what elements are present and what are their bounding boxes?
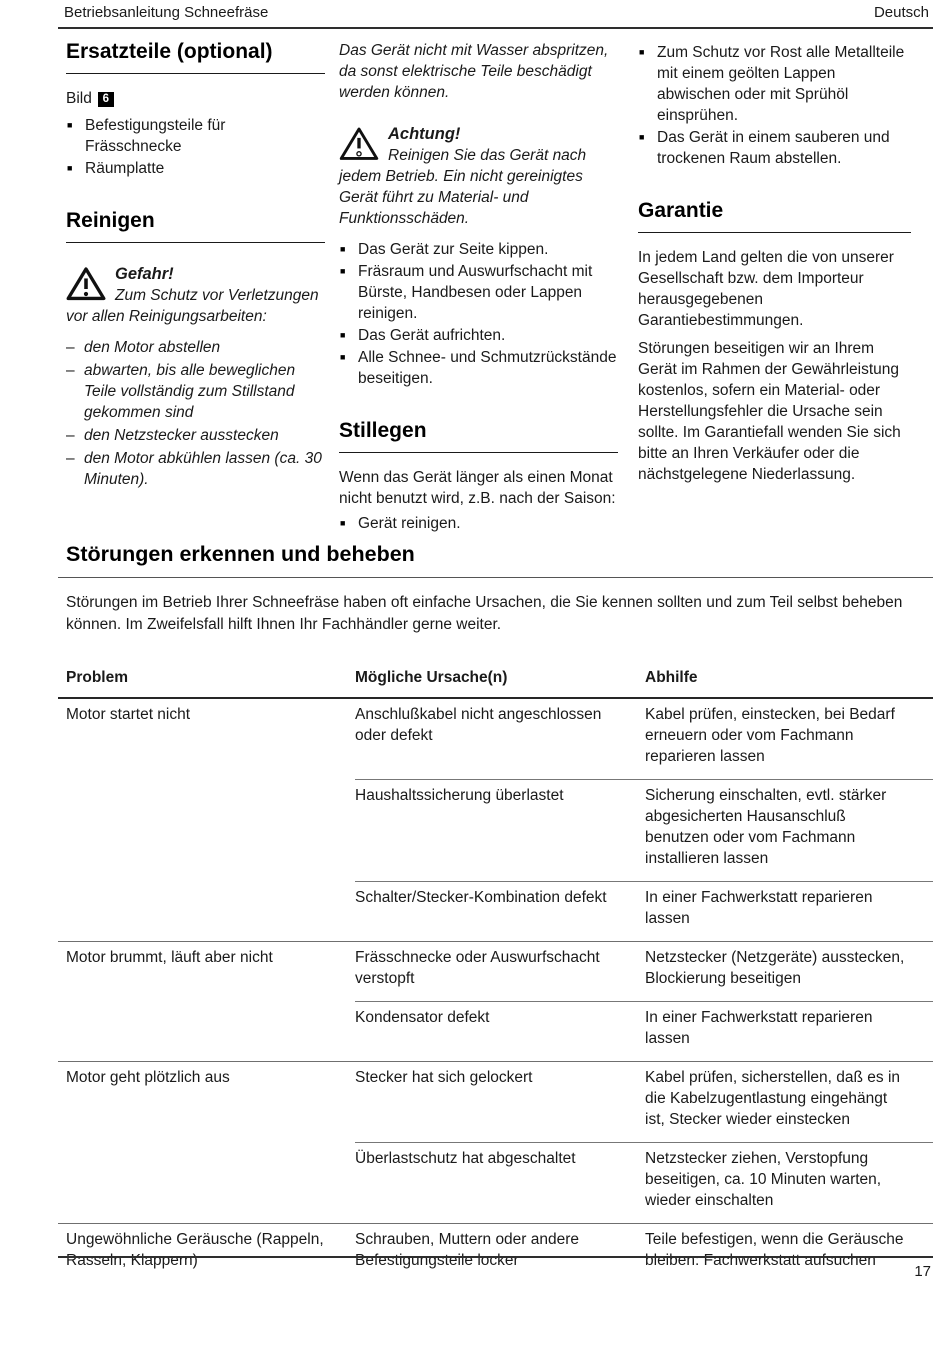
list-item-text: Das Gerät in einem sauberen und trockenen Raum abstellen.	[657, 129, 890, 167]
bullet-square-icon: ■	[340, 244, 346, 254]
list-item-text: Das Gerät zur Seite kippen.	[358, 241, 549, 258]
column-header-cause: Mögliche Ursache(n)	[355, 662, 645, 699]
page-header	[58, 4, 933, 29]
dash-item	[66, 337, 325, 358]
storage-steps-list-continued	[638, 42, 911, 169]
warning-triangle-icon	[339, 126, 379, 162]
list-item	[66, 115, 325, 157]
dash-marker: –	[66, 362, 75, 379]
dash-item	[66, 425, 325, 446]
warning-triangle-icon	[66, 266, 106, 302]
spare-parts-list	[66, 115, 325, 179]
remedy-cell: In einer Fachwerkstatt reparieren lassen	[645, 881, 933, 941]
cause-cell: Kondensator defekt	[355, 1001, 645, 1061]
heading-warranty: Garantie	[638, 199, 911, 233]
cleaning-steps-list	[339, 239, 618, 389]
remedy-cell: In einer Fachwerkstatt reparieren lassen	[645, 1001, 933, 1061]
column-header-problem: Problem	[58, 662, 355, 699]
cause-cell: Überlastschutz hat abgeschaltet	[355, 1142, 645, 1223]
heading-storage: Stillegen	[339, 419, 618, 453]
danger-notice	[66, 263, 325, 327]
dash-item-text: abwarten, bis alle beweglichen Teile vollständig zum Stillstand gekommen sind	[84, 362, 296, 421]
dash-item-text: den Motor abkühlen lassen (ca. 30 Minuten).	[84, 450, 322, 488]
list-item-text: Befestigungsteile für Frässchnecke	[85, 117, 226, 155]
cause-cell: Schrauben, Muttern oder andere Befestigungsteile locker	[355, 1223, 645, 1283]
warranty-paragraph-2: Störungen beseitigen wir an Ihrem Gerät im Rahmen der Gewährleistung kostenlos, sofern ein Material- oder Herstellungsfehler die Ursache sein sollte. Im Garantiefall wenden Sie sich bitte an Ihren Verkäufer oder die nächstgelegene Niederlassung.	[638, 340, 901, 483]
bullet-square-icon: ■	[67, 163, 73, 173]
list-item	[638, 42, 911, 126]
list-item-text: Das Gerät aufrichten.	[358, 327, 506, 344]
bullet-square-icon: ■	[639, 132, 645, 142]
caution-title: Achtung!	[388, 125, 461, 143]
danger-steps-list	[66, 337, 325, 490]
bullet-square-icon: ■	[639, 47, 645, 57]
caution-text: Reinigen Sie das Gerät nach jedem Betrieb. Ein nicht gereinigtes Gerät führt zu Material- und Funktionsschäden.	[339, 147, 587, 227]
heading-cleaning: Reinigen	[66, 209, 325, 243]
page-number: 17	[914, 1263, 931, 1280]
troubleshooting-table	[58, 662, 933, 1283]
list-item	[339, 239, 618, 260]
table-row	[58, 1061, 933, 1142]
problem-cell: Ungewöhnliche Geräusche (Rappeln, Rasseln, Klappern)	[58, 1223, 355, 1283]
dash-marker: –	[66, 450, 75, 467]
list-item	[638, 127, 911, 169]
storage-paragraph: Wenn das Gerät länger als einen Monat nicht benutzt wird, z.B. nach der Saison:	[339, 469, 616, 507]
bullet-square-icon: ■	[340, 330, 346, 340]
water-warning-paragraph: Das Gerät nicht mit Wasser abspritzen, da sonst elektrische Teile beschädigt werden können.	[339, 42, 609, 101]
cause-cell: Stecker hat sich gelockert	[355, 1061, 645, 1142]
list-item	[66, 158, 325, 179]
remedy-cell: Kabel prüfen, einstecken, bei Bedarf erneuern oder vom Fachmann reparieren lassen	[645, 706, 895, 765]
problem-cell: Motor brummt, läuft aber nicht	[58, 941, 355, 1001]
list-item-text: Fräsraum und Auswurfschacht mit Bürste, Handbesen oder Lappen reinigen.	[358, 263, 593, 322]
list-item	[339, 347, 618, 389]
list-item-text: Gerät reinigen.	[358, 515, 461, 532]
remedy-cell: Teile befestigen, wenn die Geräusche bleiben: Fachwerkstatt aufsuchen	[645, 1223, 933, 1283]
problem-cell: Motor geht plötzlich aus	[58, 1061, 355, 1142]
column-header-remedy: Abhilfe	[645, 662, 933, 699]
remedy-cell: Sicherung einschalten, evtl. stärker abgesicherten Hausanschluß benutzen oder vom Fachmann installieren lassen	[645, 779, 933, 881]
table-row	[58, 1142, 933, 1223]
column-right	[636, 40, 933, 538]
danger-intro: Zum Schutz vor Verletzungen vor allen Reinigungsarbeiten:	[66, 287, 319, 325]
remedy-cell: Kabel prüfen, sicherstellen, daß es in die Kabelzugentlastung eingehängt ist, Stecker wieder einstecken	[645, 1061, 933, 1142]
remedy-cell: Netzstecker ziehen, Verstopfung beseitigen, ca. 10 Minuten warten, wieder einschalten	[645, 1142, 933, 1223]
cause-cell: Haushaltssicherung überlastet	[355, 779, 645, 881]
table-row	[58, 1001, 933, 1061]
table-row	[58, 881, 933, 941]
dash-item-text: den Motor abstellen	[84, 339, 221, 356]
remedy-cell: Netzstecker (Netzgeräte) ausstecken, Blockierung beseitigen	[645, 941, 933, 1001]
warranty-paragraph-1: In jedem Land gelten die von unserer Gesellschaft bzw. dem Importeur herausgegebenen Garantiebestimmungen.	[638, 249, 894, 329]
dash-item-text: den Netzstecker ausstecken	[84, 427, 279, 444]
figure-label: Bild	[66, 90, 92, 107]
dash-item	[66, 448, 325, 490]
content-columns	[58, 40, 933, 538]
page-footer	[58, 1256, 933, 1280]
header-document-title: Betriebsanleitung Schneefräse	[64, 4, 269, 21]
heading-spare-parts: Ersatzteile (optional)	[66, 40, 325, 74]
dash-marker: –	[66, 339, 75, 356]
troubleshooting-section	[58, 542, 933, 1283]
column-middle	[339, 40, 636, 538]
danger-title: Gefahr!	[115, 265, 174, 283]
problem-cell: Motor startet nicht	[66, 706, 191, 723]
list-item-text: Alle Schnee- und Schmutzrückstände beseitigen.	[358, 349, 617, 387]
table-row	[58, 699, 933, 779]
list-item-text: Zum Schutz vor Rost alle Metallteile mit einem geölten Lappen abwischen oder mit Sprühöl einsprühen.	[657, 44, 905, 124]
troubleshooting-title: Störungen erkennen und beheben	[58, 542, 933, 578]
dash-item	[66, 360, 325, 423]
caution-notice	[339, 123, 618, 229]
figure-reference	[66, 88, 325, 109]
cause-cell: Schalter/Stecker-Kombination defekt	[355, 881, 645, 941]
dash-marker: –	[66, 427, 75, 444]
bullet-square-icon: ■	[340, 352, 346, 362]
troubleshooting-intro: Störungen im Betrieb Ihrer Schneefräse haben oft einfache Ursachen, die Sie kennen sollten und zum Teil selbst beheben können. Im Zweifelsfall hilft Ihnen Ihr Fachhändler gerne weiter.	[66, 594, 903, 633]
list-item-text: Räumplatte	[85, 160, 165, 177]
list-item	[339, 513, 618, 534]
table-row	[58, 779, 933, 881]
list-item	[339, 261, 618, 324]
column-left	[58, 40, 339, 538]
table-row	[58, 941, 933, 1001]
bullet-square-icon: ■	[340, 266, 346, 276]
cause-cell: Anschlußkabel nicht angeschlossen oder defekt	[355, 706, 602, 744]
cause-cell: Frässchnecke oder Auswurfschacht verstopft	[355, 941, 645, 1001]
list-item	[339, 325, 618, 346]
figure-number-badge: 6	[98, 92, 114, 107]
header-language-label: Deutsch	[873, 4, 929, 21]
storage-steps-list	[339, 513, 618, 534]
table-header-row	[58, 662, 933, 699]
bullet-square-icon: ■	[340, 518, 346, 528]
bullet-square-icon: ■	[67, 120, 73, 130]
